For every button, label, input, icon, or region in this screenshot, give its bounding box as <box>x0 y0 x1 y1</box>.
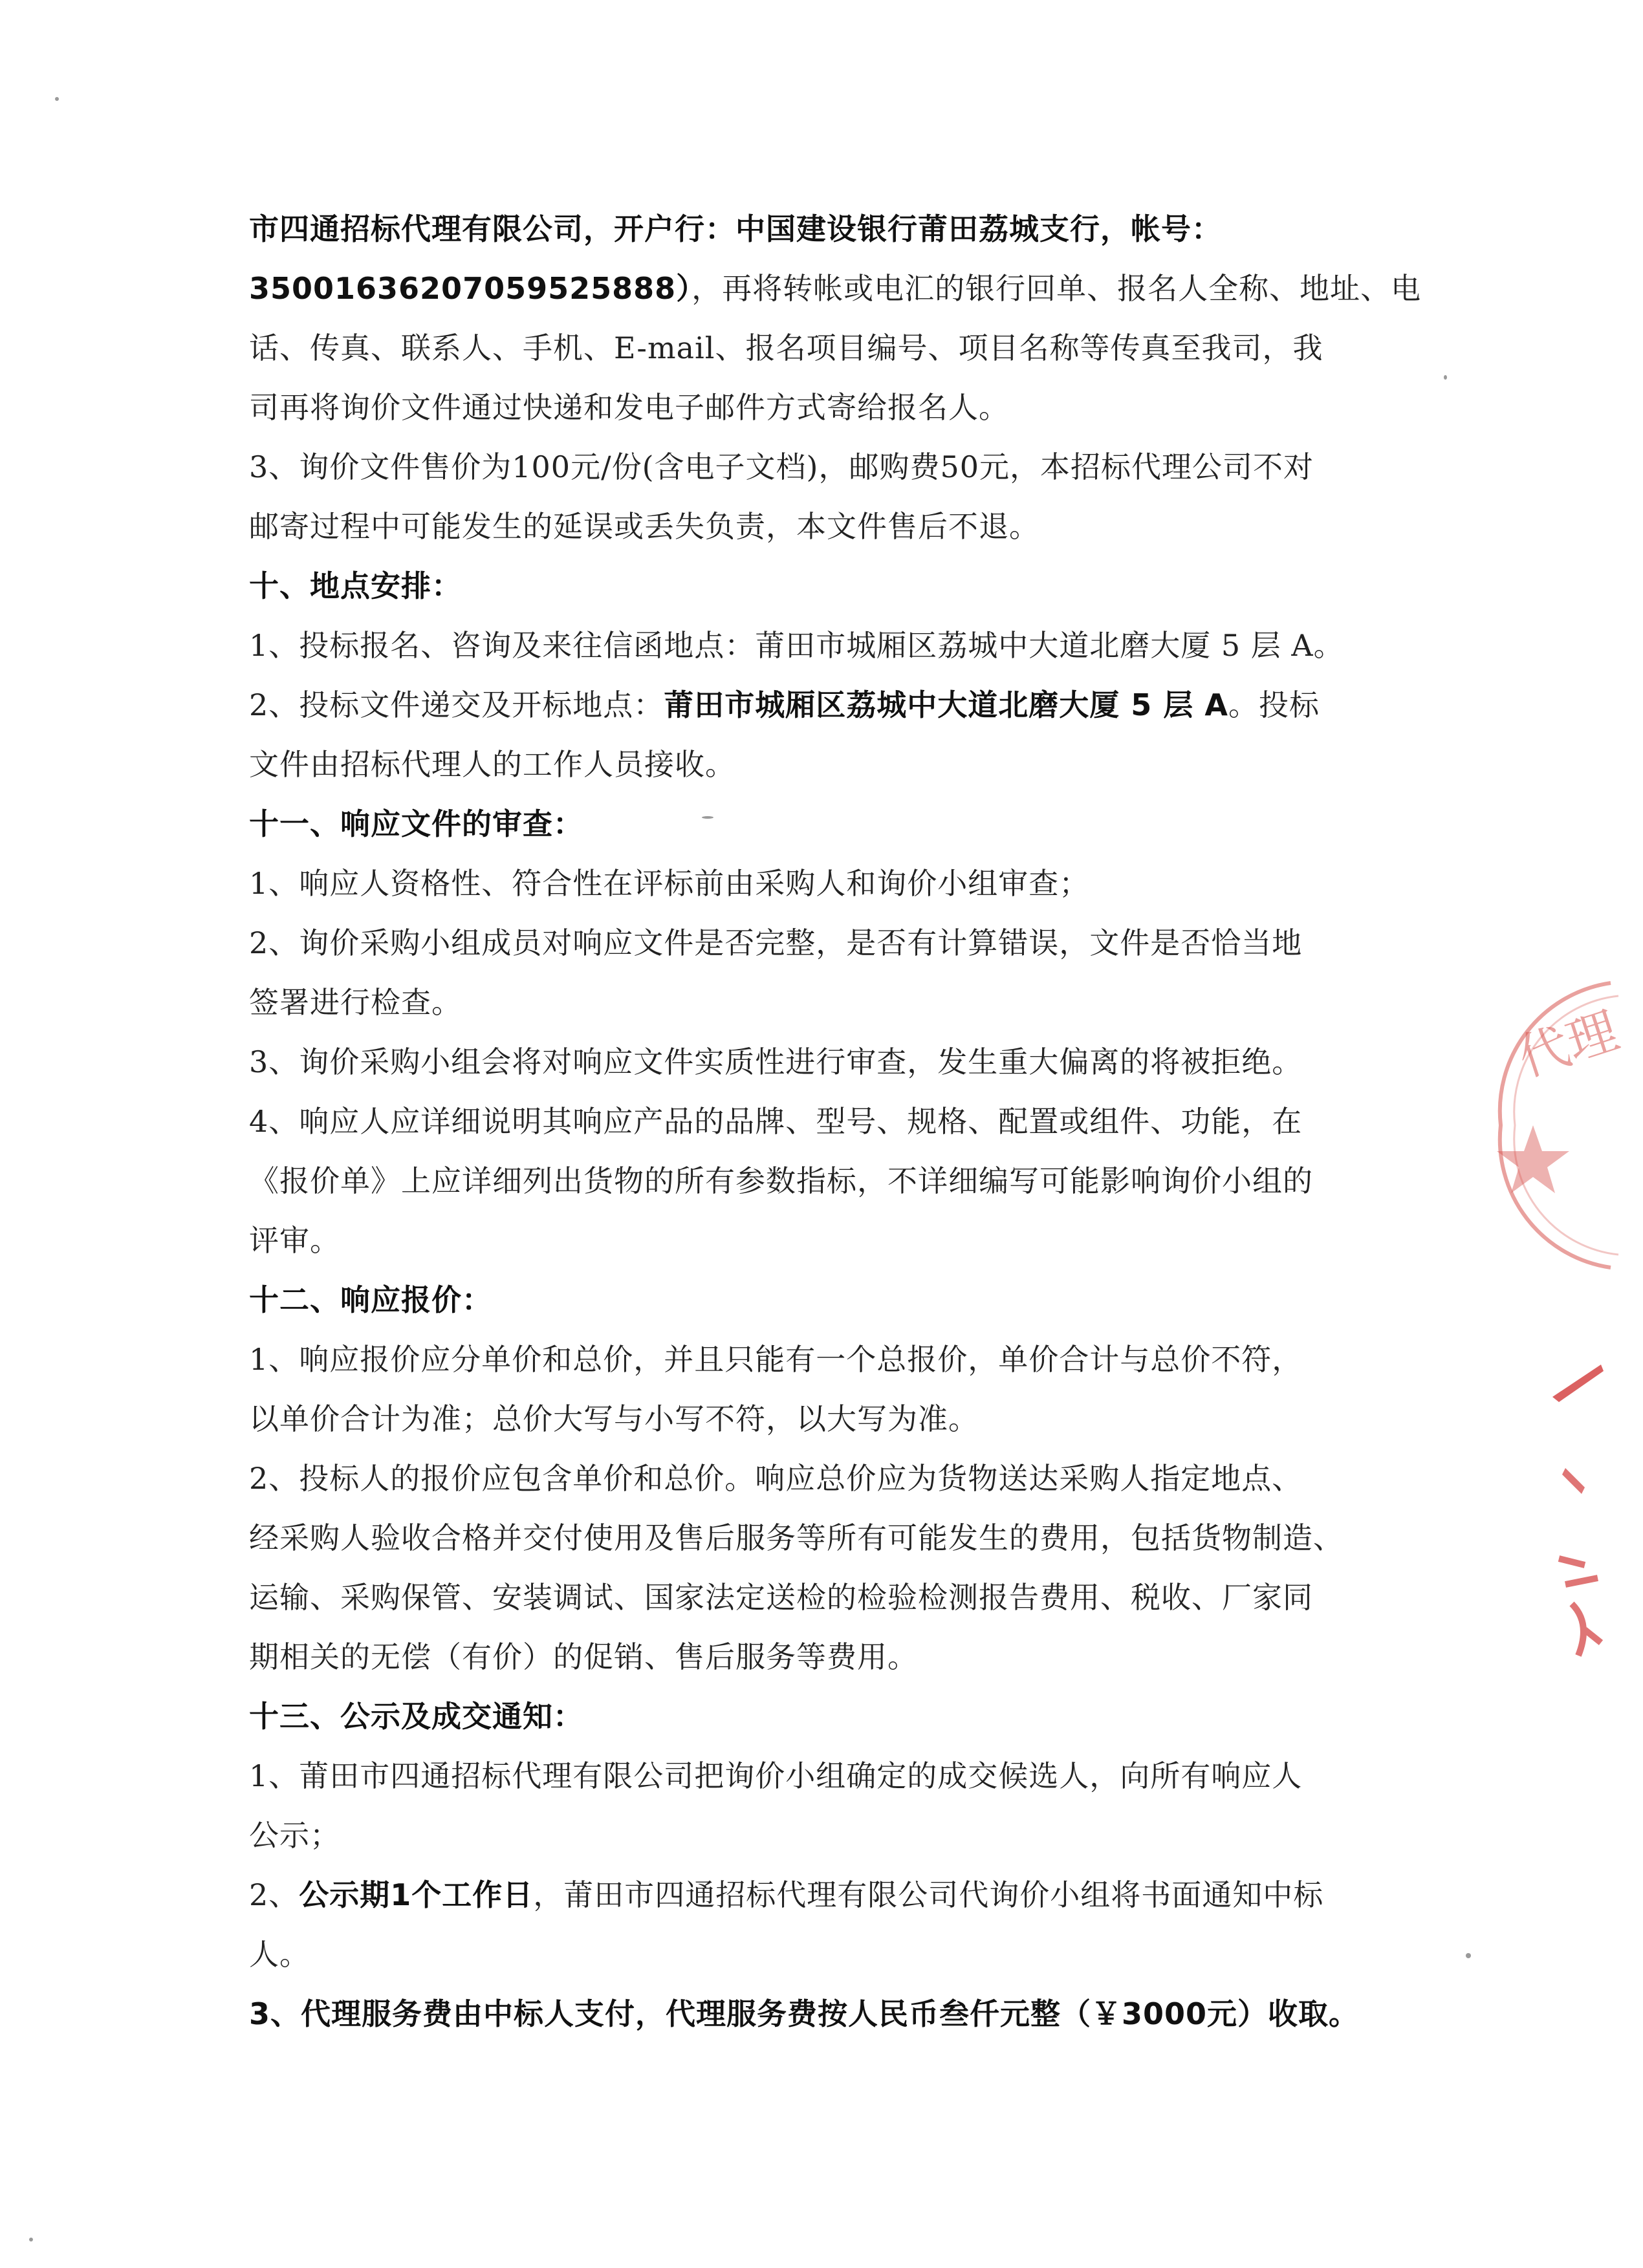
text-segment: 以单价合计为准；总价大写与小写不符，以大写为准。 <box>249 1401 979 1436</box>
text-segment: 《报价单》上应详细列出货物的所有参数指标，不详细编写可能影响询价小组的 <box>249 1163 1313 1198</box>
text-line <box>249 1687 1381 1746</box>
text-line <box>249 1270 1381 1330</box>
text-segment: 2、询价采购小组成员对响应文件是否完整，是否有计算错误，文件是否恰当地 <box>249 925 1303 960</box>
text-segment: 3、询价文件售价为100元/份(含电子文档)，邮购费50元，本招标代理公司不对 <box>249 449 1314 484</box>
text-segment: 公示期1个工作日 <box>299 1877 534 1912</box>
text-line <box>249 1449 1381 1508</box>
text-line <box>249 437 1381 497</box>
text-line <box>249 1627 1381 1687</box>
text-segment: ，莆田市四通招标代理有限公司代询价小组将书面通知中标 <box>533 1877 1324 1912</box>
text-line <box>249 854 1381 913</box>
text-line <box>249 199 1381 259</box>
text-segment: 评审。 <box>249 1223 340 1258</box>
text-segment: 莆田市城厢区荔城中大道北磨大厦 5 层 A <box>664 687 1228 722</box>
document-body <box>249 199 1422 2044</box>
text-segment: 2、投标人的报价应包含单价和总价。响应总价应为货物送达采购人指定地点、 <box>249 1461 1303 1496</box>
text-line <box>249 1865 1381 1925</box>
text-line <box>249 1389 1381 1449</box>
text-segment: 2、 <box>249 1877 299 1912</box>
text-segment: 人。 <box>249 1937 310 1972</box>
scan-speck <box>702 816 713 819</box>
text-line <box>249 735 1381 794</box>
text-line <box>249 318 1381 378</box>
text-line <box>249 1330 1381 1389</box>
text-segment: 话、传真、联系人、手机、E-mail、报名项目编号、项目名称等传真至我司，我 <box>249 330 1323 365</box>
text-segment: 公示； <box>249 1818 340 1853</box>
text-line <box>249 616 1381 675</box>
text-segment: 35001636207059525888） <box>249 271 692 306</box>
edge-stamp-mark-1 <box>1549 1352 1605 1403</box>
text-line <box>249 913 1381 973</box>
text-line <box>249 1211 1381 1270</box>
text-segment: 运输、采购保管、安装调试、国家法定送检的检验检测报告费用、税收、厂家同 <box>249 1580 1313 1615</box>
text-line <box>249 1032 1381 1092</box>
text-segment: 4、响应人应详细说明其响应产品的品牌、型号、规格、配置或组件、功能，在 <box>249 1104 1303 1139</box>
text-segment: 期相关的无偿（有价）的促销、售后服务等费用。 <box>249 1639 918 1674</box>
text-line <box>249 259 1422 318</box>
edge-stamp-mark-3 <box>1546 1546 1605 1675</box>
text-segment: 2、投标文件递交及开标地点： <box>249 687 664 722</box>
scan-speck <box>1444 375 1447 380</box>
text-line <box>249 1925 1381 1984</box>
text-segment: 经采购人验收合格并交付使用及售后服务等所有可能发生的费用，包括货物制造、 <box>249 1520 1344 1555</box>
text-segment: 邮寄过程中可能发生的延误或丢失负责，本文件售后不退。 <box>249 509 1039 544</box>
edge-stamp-mark-2 <box>1559 1462 1591 1500</box>
text-segment: 3、代理服务费由中标人支付，代理服务费按人民币叁仟元整（￥3000元）收取。 <box>249 1996 1360 2031</box>
red-seal-stamp <box>1475 970 1643 1280</box>
text-segment: 十三、公示及成交通知： <box>249 1699 583 1734</box>
scan-speck <box>1466 1953 1471 1958</box>
text-segment: 市四通招标代理有限公司，开户行：中国建设银行莆田荔城支行，帐号： <box>249 211 1222 246</box>
text-segment: 3、询价采购小组会将对响应文件实质性进行审查，发生重大偏离的将被拒绝。 <box>249 1044 1303 1079</box>
text-segment: 十二、响应报价： <box>249 1282 492 1317</box>
text-line <box>249 1092 1381 1151</box>
text-line <box>249 1568 1381 1627</box>
text-segment: ，再将转帐或电汇的银行回单、报名人全称、地址、电 <box>691 271 1422 306</box>
scan-speck <box>29 2238 33 2241</box>
scan-speck <box>55 97 59 101</box>
text-segment: 1、响应人资格性、符合性在评标前由采购人和询价小组审查； <box>249 866 1090 901</box>
text-line <box>249 973 1381 1032</box>
text-segment: 签署进行检查。 <box>249 985 462 1020</box>
text-line <box>249 1151 1381 1211</box>
text-segment: 。投标 <box>1228 687 1320 722</box>
text-segment: 1、投标报名、咨询及来往信函地点：莆田市城厢区荔城中大道北磨大厦 5 层 A。 <box>249 628 1344 663</box>
text-segment: 1、响应报价应分单价和总价，并且只能有一个总报价，单价合计与总价不符， <box>249 1342 1303 1377</box>
text-line <box>249 1984 1381 2044</box>
text-line <box>249 1746 1381 1806</box>
text-segment: 文件由招标代理人的工作人员接收。 <box>249 747 735 782</box>
text-line <box>249 675 1381 735</box>
text-segment: 十、地点安排： <box>249 568 462 603</box>
text-segment: 十一、响应文件的审查： <box>249 806 583 841</box>
text-line <box>249 497 1381 556</box>
text-segment: 1、莆田市四通招标代理有限公司把询价小组确定的成交候选人，向所有响应人 <box>249 1758 1303 1793</box>
text-line <box>249 378 1381 437</box>
text-line <box>249 1508 1381 1568</box>
text-segment: 司再将询价文件通过快递和发电子邮件方式寄给报名人。 <box>249 390 1009 425</box>
text-line <box>249 794 1381 854</box>
text-line <box>249 556 1381 616</box>
text-line <box>249 1806 1381 1865</box>
seal-text: 代理 <box>1511 1001 1626 1088</box>
